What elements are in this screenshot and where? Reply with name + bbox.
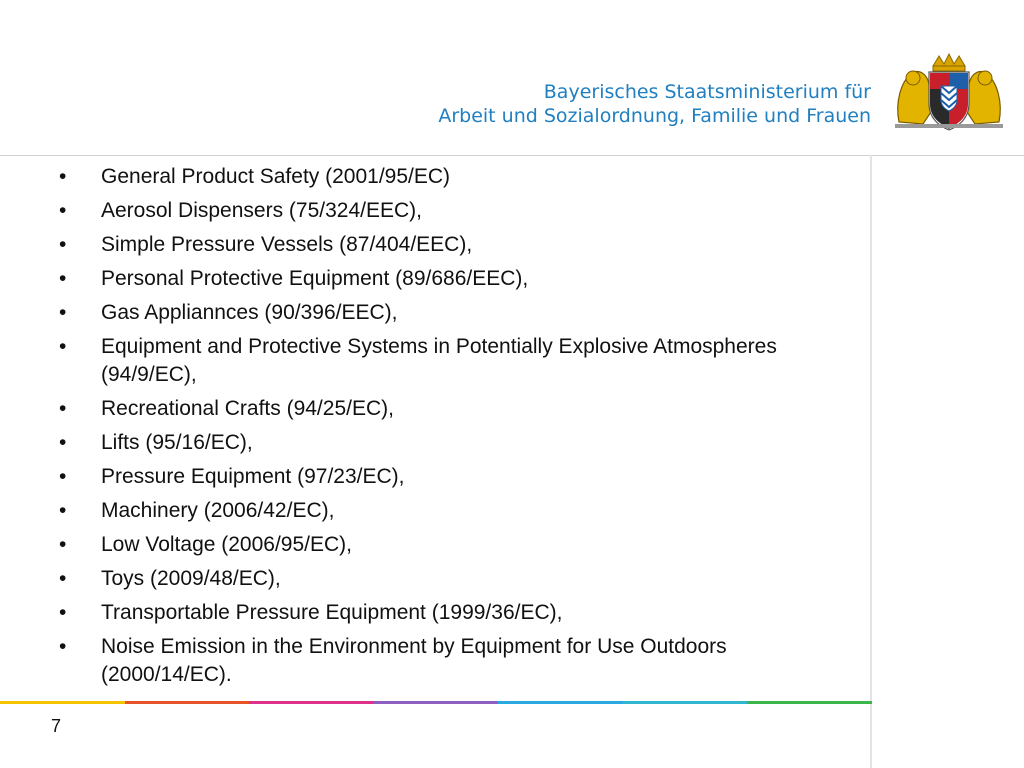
ministry-name [438, 80, 871, 128]
list-item-text: Machinery (2006/42/EC), [101, 499, 335, 522]
page-number: 7 [51, 716, 62, 736]
list-item [57, 531, 857, 559]
right-margin-divider [870, 155, 872, 768]
bavarian-coat-of-arms-icon [889, 52, 1009, 132]
directive-list [57, 163, 857, 689]
list-item [57, 197, 857, 225]
list-item [57, 299, 857, 327]
list-item-text: Recreational Crafts (94/25/EC), [101, 397, 394, 420]
list-item [57, 463, 857, 491]
list-item-text: Gas Appliannces (90/396/EEC), [101, 301, 398, 324]
color-bar-segment [249, 701, 374, 704]
color-bar-segment [374, 701, 499, 704]
slide-header [0, 0, 1024, 155]
ministry-name-line-1: Bayerisches Staatsministerium für [543, 81, 871, 103]
list-item-text: Lifts (95/16/EC), [101, 431, 253, 454]
bullet-icon: • [59, 635, 67, 658]
list-item [57, 265, 857, 293]
list-item [57, 497, 857, 525]
list-item-text: Equipment and Protective Systems in Potentially Explosive Atmospheres (94/9/EC), [101, 335, 777, 386]
color-bar-segment [125, 701, 250, 704]
color-bar-segment [498, 701, 623, 704]
slide-content [57, 163, 857, 695]
color-bar-segment [623, 701, 748, 704]
bullet-icon: • [59, 533, 67, 556]
list-item-text: Toys (2009/48/EC), [101, 567, 281, 590]
bullet-icon: • [59, 397, 67, 420]
list-item-text: General Product Safety (2001/95/EC) [101, 165, 451, 188]
bullet-icon: • [59, 301, 67, 324]
list-item [57, 333, 857, 389]
ministry-name-line-2: Arbeit und Sozialordnung, Familie und Frauen [438, 105, 871, 127]
list-item-text: Transportable Pressure Equipment (1999/36/EC), [101, 601, 563, 624]
bullet-icon: • [59, 267, 67, 290]
bullet-icon: • [59, 335, 67, 358]
footer-color-bar [0, 701, 872, 704]
color-bar-segment [0, 701, 125, 704]
list-item [57, 429, 857, 457]
bullet-icon: • [59, 567, 67, 590]
list-item-text: Personal Protective Equipment (89/686/EEC), [101, 267, 529, 290]
list-item [57, 565, 857, 593]
color-bar-segment [747, 701, 872, 704]
bullet-icon: • [59, 465, 67, 488]
bullet-icon: • [59, 233, 67, 256]
bullet-icon: • [59, 165, 67, 188]
bullet-icon: • [59, 601, 67, 624]
list-item [57, 395, 857, 423]
list-item [57, 599, 857, 627]
list-item-text: Low Voltage (2006/95/EC), [101, 533, 352, 556]
list-item-text: Noise Emission in the Environment by Equipment for Use Outdoors (2000/14/EC). [101, 635, 727, 686]
bullet-icon: • [59, 431, 67, 454]
list-item-text: Pressure Equipment (97/23/EC), [101, 465, 405, 488]
list-item-text: Simple Pressure Vessels (87/404/EEC), [101, 233, 473, 256]
bullet-icon: • [59, 199, 67, 222]
list-item [57, 231, 857, 259]
bullet-icon: • [59, 499, 67, 522]
list-item [57, 163, 857, 191]
list-item [57, 633, 857, 689]
list-item-text: Aerosol Dispensers (75/324/EEC), [101, 199, 422, 222]
